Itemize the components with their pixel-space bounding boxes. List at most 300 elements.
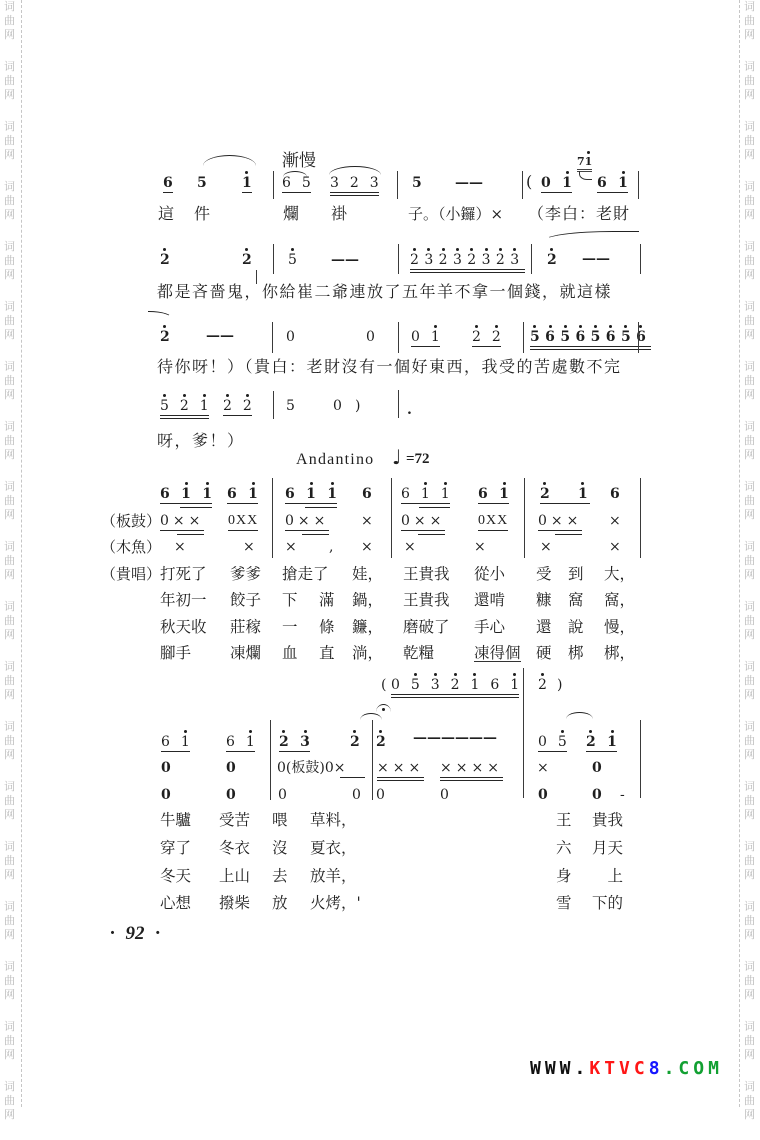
lyric-word: 條 (319, 618, 335, 636)
lyric-word: 爹爹 (230, 565, 262, 583)
watermark-char: 词 (4, 480, 15, 493)
lyric-word: 硬 (536, 644, 552, 662)
watermark-char: 词 (4, 960, 15, 973)
note (350, 735, 360, 751)
watermark-char: 曲 (4, 314, 15, 327)
percussion-beat: 0×× (285, 513, 330, 529)
lyric-word: 草料， (310, 811, 357, 829)
lyric-word: 餃子 (230, 591, 262, 609)
watermark-char: 网 (4, 448, 15, 461)
watermark-group (4, 600, 20, 660)
lyric-word: 莊稼 (230, 618, 262, 636)
note (160, 253, 170, 269)
watermark-group (744, 960, 760, 1020)
watermark-char: 网 (744, 388, 755, 401)
high-octave-note: 5 (590, 329, 606, 345)
high-octave-note: 1 (578, 486, 588, 502)
watermark-char: 曲 (744, 314, 755, 327)
note-group (530, 330, 651, 350)
watermark-char: 词 (744, 1020, 755, 1033)
site-watermark-com: .COM (663, 1058, 723, 1079)
watermark-char: 网 (744, 808, 755, 821)
watermark-char: 网 (4, 568, 15, 581)
note-group: 6 1 (161, 734, 190, 750)
watermark-char: 曲 (4, 74, 15, 87)
high-octave-note: 2 (279, 734, 289, 750)
watermark-group (744, 600, 760, 660)
barline (397, 171, 398, 199)
site-watermark-www: WWW. (530, 1058, 590, 1079)
watermark-char: 曲 (4, 674, 15, 687)
high-octave-note: 1 (430, 329, 440, 345)
watermark-char: 曲 (744, 374, 755, 387)
watermark-group (744, 840, 760, 900)
lyric-word: 直 (319, 644, 335, 662)
barline (273, 391, 274, 419)
lyric: 爛 (283, 204, 300, 223)
percussion-beat: 0 (352, 787, 361, 803)
note-extension-dash: —— (455, 175, 483, 191)
instrument-label-muyu: （木魚） (101, 538, 162, 556)
high-octave-note: 5 (557, 734, 567, 750)
watermark-group (744, 480, 760, 540)
lyric-word: 滿 (319, 591, 335, 609)
note-group: 6 1 (227, 486, 258, 502)
lyric-word: 磨破了 (403, 618, 450, 636)
watermark-char: 曲 (744, 794, 755, 807)
watermark-char: 词 (4, 300, 15, 313)
slur (203, 155, 256, 166)
close-paren: ) (355, 398, 361, 414)
note (288, 253, 297, 269)
site-watermark-eight: 8 (648, 1058, 664, 1079)
watermark-char: 曲 (4, 554, 15, 567)
high-octave-note: 1 (499, 486, 509, 502)
watermark-char: 词 (744, 180, 755, 193)
watermark-char: 网 (744, 328, 755, 341)
watermark-char: 网 (4, 388, 15, 401)
watermark-group (744, 900, 760, 960)
watermark-char: 曲 (4, 374, 15, 387)
watermark-char: 网 (744, 628, 755, 641)
lyric-word: 受 (536, 565, 552, 583)
watermark-char: 曲 (4, 434, 15, 447)
percussion-beat: 0×× (401, 513, 446, 529)
high-octave-note: 3 (430, 677, 440, 693)
watermark-char: 网 (744, 988, 755, 1001)
watermark-char: 网 (744, 508, 755, 521)
barline (524, 478, 525, 558)
watermark-group (4, 780, 20, 840)
watermark-char: 词 (4, 240, 15, 253)
watermark-char: 曲 (744, 194, 755, 207)
watermark-group (4, 240, 20, 300)
lyric-word: 身 (556, 867, 572, 885)
high-octave-note: 1 (306, 486, 316, 502)
high-octave-note: 1 (618, 175, 628, 191)
lyric-word: 手心 (474, 618, 506, 636)
watermark-char: 曲 (4, 134, 15, 147)
grace-notes: 71 (577, 156, 592, 172)
percussion-beat: × (404, 539, 420, 555)
high-octave-note: 1 (420, 486, 430, 502)
high-octave-note: 3 (481, 252, 496, 268)
quarter-note-icon: ♩ (392, 445, 402, 469)
watermark-char: 曲 (4, 794, 15, 807)
watermark-char: 网 (4, 928, 15, 941)
barline (398, 244, 399, 274)
lyric-word: 鍋， (352, 591, 384, 609)
beat-underline (340, 777, 365, 778)
watermark-char: 网 (4, 148, 15, 161)
watermark-char: 曲 (4, 734, 15, 747)
watermark-char: 词 (4, 600, 15, 613)
note-group: 0 5 (538, 734, 567, 750)
lyric-word: 王貴我 (403, 565, 450, 583)
left-margin-dashed-line (21, 0, 22, 1107)
barline (273, 171, 274, 199)
percussion-beat: ××× (377, 761, 424, 781)
high-octave-note: 3 (300, 734, 310, 750)
barline (640, 720, 641, 798)
watermark-char: 词 (4, 0, 15, 13)
high-octave-note: 6 (575, 329, 591, 345)
percussion-beat: 0 (226, 760, 236, 776)
open-paren: ( (526, 172, 533, 191)
watermark-char: 曲 (744, 1034, 755, 1047)
lyric: 這 (158, 204, 175, 223)
right-margin-dashed-line (739, 0, 740, 1107)
watermark-char: 网 (4, 508, 15, 521)
watermark-group (4, 1080, 20, 1140)
watermark-char: 网 (744, 448, 755, 461)
high-octave-note: 1 (245, 734, 255, 750)
watermark-group (744, 300, 760, 360)
lyric-word: 夏衣， (310, 839, 357, 857)
lyric-word: 王 (556, 811, 572, 829)
site-watermark (530, 1060, 723, 1078)
high-octave-note: 2 (450, 677, 460, 693)
note-extension-dash: —— (206, 328, 234, 344)
watermark-char: 曲 (744, 674, 755, 687)
slur (329, 166, 381, 175)
watermark-char: 词 (744, 60, 755, 73)
high-octave-note: 3 (452, 252, 468, 268)
watermark-char: 曲 (4, 614, 15, 627)
lyric-word: 穿了 (160, 839, 192, 857)
percussion-beat: 0 (592, 760, 602, 776)
barline (272, 478, 273, 558)
watermark-char: 曲 (744, 914, 755, 927)
percussion-beat: 0 (226, 787, 236, 803)
high-octave-note: 1 (202, 486, 212, 502)
watermark-char: 词 (744, 540, 755, 553)
watermark-char: 曲 (744, 434, 755, 447)
watermark-group (744, 180, 760, 240)
spoken-dialogue: （李白：老財 (528, 204, 631, 223)
watermark-char: 词 (744, 360, 755, 373)
lyric-word: 牛驢 (160, 811, 192, 829)
lyric-word: 窩 (568, 591, 584, 609)
watermark-char: 网 (4, 88, 15, 101)
watermark-char: 词 (744, 960, 755, 973)
high-octave-note: 1 (181, 486, 191, 502)
percussion-beat: 0 (440, 787, 449, 803)
lyric-word: 放羊， (310, 867, 357, 885)
note-group: 3 2 3 (330, 176, 379, 196)
watermark-char: 词 (4, 120, 15, 133)
watermark-group (4, 180, 20, 240)
lyric-word: 大， (604, 565, 636, 583)
watermark-char: 词 (4, 1080, 15, 1093)
lyric-word: 到 (568, 565, 584, 583)
lyric-word: 雪 (556, 894, 572, 912)
watermark-char: 网 (4, 328, 15, 341)
watermark-group (4, 960, 20, 1020)
barline (272, 322, 273, 353)
high-octave-note: 2 (491, 329, 501, 345)
watermark-group (744, 60, 760, 120)
note (242, 253, 252, 269)
barline (391, 478, 392, 558)
percussion-beat: 0×× (160, 513, 205, 529)
high-octave-note: 2 (538, 677, 547, 693)
high-octave-note: 2 (376, 734, 386, 750)
spoken-dialogue: 都是吝嗇鬼，你給崔二爺連放了五年羊不拿一個錢，就這樣 (157, 282, 613, 301)
high-octave-note: 2 (223, 398, 232, 414)
lyric-word: 喂 (272, 811, 288, 829)
note-group (472, 330, 501, 347)
watermark-char: 网 (4, 808, 15, 821)
watermark-char: 词 (4, 180, 15, 193)
lyric-word: 還啃 (474, 591, 506, 609)
watermark-char: 词 (744, 120, 755, 133)
percussion-beat: ×××× (440, 761, 503, 781)
barline (640, 244, 641, 274)
watermark-char: 网 (4, 1048, 15, 1061)
watermark-group (744, 120, 760, 180)
lyric-word: 下 (282, 591, 298, 609)
watermark-char: 词 (744, 720, 755, 733)
note: 5 (197, 175, 207, 191)
watermark-group (744, 780, 760, 840)
lyric-word-underlined: 凍得個 (474, 644, 521, 662)
watermark-char: 网 (4, 868, 15, 881)
watermark-char: 网 (744, 1048, 755, 1061)
high-octave-note: 5 (288, 252, 297, 268)
note-group (223, 399, 252, 416)
high-octave-note: 1 (248, 486, 258, 502)
watermark-char: 曲 (4, 974, 15, 987)
lyric-word: 沒 (272, 839, 288, 857)
note (538, 678, 547, 694)
watermark-char: 词 (4, 60, 15, 73)
barline (398, 322, 399, 353)
high-octave-note: 2 (438, 252, 453, 268)
rest: 0 (333, 398, 342, 414)
watermark-char: 词 (744, 420, 755, 433)
high-octave-note: 1 (584, 155, 593, 168)
high-octave-note: 1 (562, 175, 572, 191)
stray-dot: . (407, 402, 412, 418)
lyric-word: 貴我 (591, 811, 623, 829)
lyric-word: 打死了 (160, 565, 207, 583)
lyric-word: 火烤，' (310, 894, 361, 912)
note-group (160, 399, 209, 419)
lyric-word: 腳手 (160, 644, 192, 662)
watermark-char: 词 (4, 900, 15, 913)
high-octave-note: 2 (586, 734, 596, 750)
note-group: 0 5 3 2 1 6 1 (391, 678, 519, 698)
lyric-word: 梆， (604, 644, 636, 662)
watermark-group (4, 480, 20, 540)
watermark-char: 网 (744, 88, 755, 101)
watermark-char: 词 (4, 540, 15, 553)
percussion-beat: 0 (376, 787, 385, 803)
watermark-group (4, 300, 20, 360)
watermark-char: 网 (744, 1108, 755, 1121)
high-octave-note: 5 (410, 677, 420, 693)
lyric-word: 鐮， (352, 618, 384, 636)
note: 6 (163, 175, 173, 191)
lyric-word: 上 (607, 867, 623, 885)
watermark-char: 词 (744, 600, 755, 613)
high-octave-note: 1 (242, 175, 252, 191)
high-octave-note: 2 (472, 329, 481, 345)
watermark-char: 词 (744, 660, 755, 673)
percussion-beat: × (243, 539, 259, 555)
note-group (586, 735, 617, 752)
watermark-char: 网 (4, 988, 15, 1001)
watermark-char: 曲 (744, 254, 755, 267)
lyric-word: 一 (282, 618, 298, 636)
high-octave-note: 5 (560, 329, 576, 345)
watermark-char: 网 (4, 1108, 15, 1121)
high-octave-note: 1 (440, 486, 450, 502)
watermark-group (4, 360, 20, 420)
percussion-beat: × (285, 539, 301, 555)
watermark-group (744, 1080, 760, 1140)
watermark-char: 词 (4, 720, 15, 733)
percussion-beat: × (474, 539, 490, 555)
barline (531, 244, 532, 274)
high-octave-note: 2 (160, 252, 170, 268)
watermark-char: 网 (4, 628, 15, 641)
watermark-group (744, 660, 760, 720)
note-group (279, 735, 310, 752)
lyric-word: 月天 (591, 839, 623, 857)
rest: 0 (286, 329, 295, 345)
high-octave-note: 2 (495, 252, 511, 268)
watermark-group (4, 120, 20, 180)
watermark-group (744, 540, 760, 600)
lyric-word: 撥柴 (219, 894, 251, 912)
watermark-group (4, 840, 20, 900)
watermark-char: 曲 (744, 614, 755, 627)
high-octave-note: 6 (605, 329, 621, 345)
lyric-word: 慢， (604, 618, 636, 636)
lyric-word: 六 (556, 839, 572, 857)
high-octave-note: 5 (620, 329, 637, 345)
high-octave-note: 2 (160, 329, 170, 345)
high-octave-note: 2 (410, 252, 425, 268)
lyric-word: 還 (536, 618, 552, 636)
tempo-bpm: =72 (406, 451, 430, 467)
watermark-char: 网 (744, 928, 755, 941)
watermark-char: 词 (4, 780, 15, 793)
stray-mark: - (620, 787, 625, 803)
percussion-beat: 0 (592, 787, 602, 803)
page-number: · 92 · (110, 923, 160, 944)
percussion-beat: 0 (161, 760, 171, 776)
watermark-char: 词 (744, 780, 755, 793)
note-group: 6 1 1 (285, 486, 337, 502)
lyric-word: 淌， (352, 644, 384, 662)
watermark-char: 词 (744, 840, 755, 853)
high-octave-note: 2 (547, 252, 557, 268)
high-octave-note: 2 (467, 252, 482, 268)
watermark-char: 网 (744, 748, 755, 761)
watermark-char: 词 (744, 240, 755, 253)
watermark-group (4, 660, 20, 720)
lyric-word: 凍爛 (230, 644, 262, 662)
percussion-beat: × (609, 539, 625, 555)
rest: 0 (366, 329, 375, 345)
watermark-char: 网 (744, 148, 755, 161)
lyric-with-gong-cue: 子。（小鑼）× (408, 205, 504, 223)
lyric-word: 心想 (160, 894, 192, 912)
lyric-word: 糠 (536, 591, 552, 609)
note-group: 6 1 (478, 486, 509, 502)
lyric: 件 (194, 204, 211, 223)
lyric-word: 梆 (568, 644, 584, 662)
open-paren: ( (381, 677, 387, 693)
watermark-char: 词 (744, 1080, 755, 1093)
fermata-dot (382, 708, 385, 711)
watermark-char: 网 (4, 268, 15, 281)
high-octave-note: 5 (160, 398, 169, 414)
percussion-beat: × (361, 513, 377, 529)
watermark-char: 网 (744, 568, 755, 581)
watermark-char: 词 (4, 360, 15, 373)
watermark-group (4, 420, 20, 480)
lyric-word: 年初一 (160, 591, 207, 609)
watermark-char: 网 (744, 268, 755, 281)
lyric-word: 窩， (604, 591, 636, 609)
note-extension-dash: —— (331, 252, 359, 268)
barline (523, 322, 524, 353)
watermark-char: 曲 (744, 494, 755, 507)
grace-hook (579, 171, 592, 180)
side-watermark-right (744, 0, 760, 1140)
watermark-char: 词 (744, 480, 755, 493)
lyric-word: 秋天收 (160, 618, 207, 636)
lyric-word: 放 (272, 894, 288, 912)
lyric-word: 受苦 (219, 811, 251, 829)
watermark-char: 词 (744, 900, 755, 913)
percussion-beat: × (609, 513, 625, 529)
percussion-beat: × (174, 539, 190, 555)
percussion-beat: 0 (161, 787, 171, 803)
note: 6 (610, 486, 620, 502)
percussion-beat: 0 (538, 787, 548, 803)
high-octave-note: 1 (470, 677, 480, 693)
tempo-term: Andantino (296, 451, 375, 468)
lyric-word: 冬衣 (219, 839, 251, 857)
watermark-group (744, 420, 760, 480)
watermark-group (744, 720, 760, 780)
high-octave-note: 2 (242, 398, 252, 414)
